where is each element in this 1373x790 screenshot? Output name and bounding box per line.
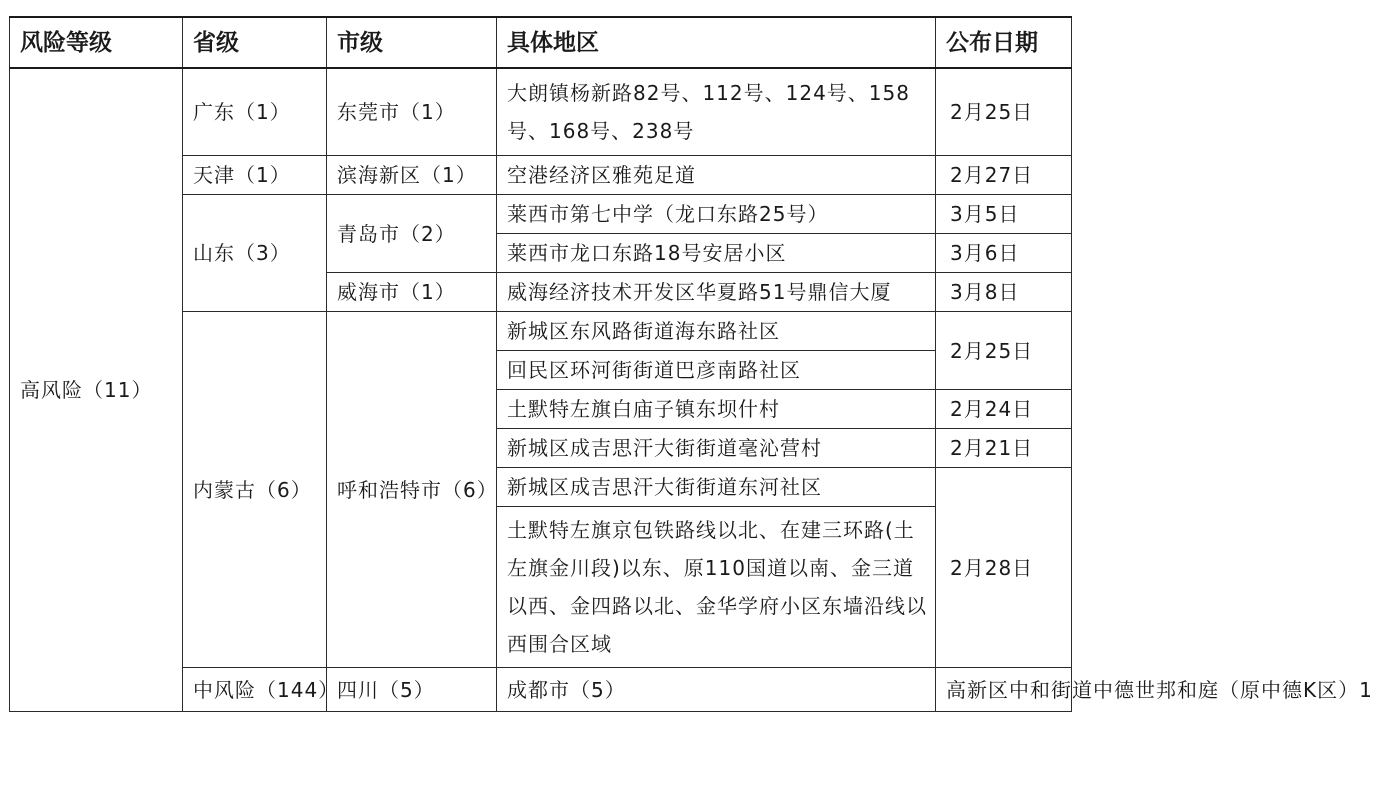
area-cell: 新城区东风路街道海东路社区 bbox=[497, 312, 936, 351]
date-cell: 3月6日 bbox=[936, 234, 1072, 273]
city-cell: 呼和浩特市（6） bbox=[327, 312, 497, 668]
area-cell: 空港经济区雅苑足道 bbox=[497, 156, 936, 195]
area-cell: 新城区成吉思汗大街街道毫沁营村 bbox=[497, 429, 936, 468]
city-cell: 东莞市（1） bbox=[327, 68, 497, 156]
header-area: 具体地区 bbox=[497, 17, 936, 68]
area-cell: 高新区中和街道中德世邦和庭（原中德K区）1 bbox=[936, 668, 1072, 712]
header-city: 市级 bbox=[327, 17, 497, 68]
area-cell: 莱西市龙口东路18号安居小区 bbox=[497, 234, 936, 273]
date-cell: 3月8日 bbox=[936, 273, 1072, 312]
header-date: 公布日期 bbox=[936, 17, 1072, 68]
province-cell: 四川（5） bbox=[327, 668, 497, 712]
city-cell: 滨海新区（1） bbox=[327, 156, 497, 195]
table-row bbox=[10, 68, 1072, 156]
area-cell: 土默特左旗京包铁路线以北、在建三环路(土左旗金川段)以东、原110国道以南、金三道以西、金四路以北、金华学府小区东墙沿线以西围合区域 bbox=[497, 507, 936, 668]
area-cell: 土默特左旗白庙子镇东坝什村 bbox=[497, 390, 936, 429]
risk-level-high: 高风险（11） bbox=[10, 68, 183, 712]
province-cell: 内蒙古（6） bbox=[183, 312, 327, 668]
date-cell: 2月25日 bbox=[936, 68, 1072, 156]
date-cell: 2月21日 bbox=[936, 429, 1072, 468]
area-cell: 威海经济技术开发区华夏路51号鼎信大厦 bbox=[497, 273, 936, 312]
date-cell: 2月24日 bbox=[936, 390, 1072, 429]
risk-area-table bbox=[9, 16, 1373, 712]
area-cell: 回民区环河街街道巴彦南路社区 bbox=[497, 351, 936, 390]
province-cell: 广东（1） bbox=[183, 68, 327, 156]
date-cell: 2月28日 bbox=[936, 468, 1072, 668]
date-cell: 2月25日 bbox=[936, 312, 1072, 390]
province-cell: 天津（1） bbox=[183, 156, 327, 195]
table-header-row bbox=[10, 17, 1072, 68]
city-cell: 青岛市（2） bbox=[327, 195, 497, 273]
area-cell: 新城区成吉思汗大街街道东河社区 bbox=[497, 468, 936, 507]
area-cell: 莱西市第七中学（龙口东路25号） bbox=[497, 195, 936, 234]
date-cell: 2月27日 bbox=[936, 156, 1072, 195]
city-cell: 成都市（5） bbox=[497, 668, 936, 712]
header-risk-level: 风险等级 bbox=[10, 17, 183, 68]
header-province: 省级 bbox=[183, 17, 327, 68]
province-cell: 山东（3） bbox=[183, 195, 327, 312]
date-cell: 3月5日 bbox=[936, 195, 1072, 234]
area-cell: 大朗镇杨新路82号、112号、124号、158号、168号、238号 bbox=[497, 68, 936, 156]
city-cell: 威海市（1） bbox=[327, 273, 497, 312]
risk-level-medium: 中风险（144） bbox=[183, 668, 327, 712]
